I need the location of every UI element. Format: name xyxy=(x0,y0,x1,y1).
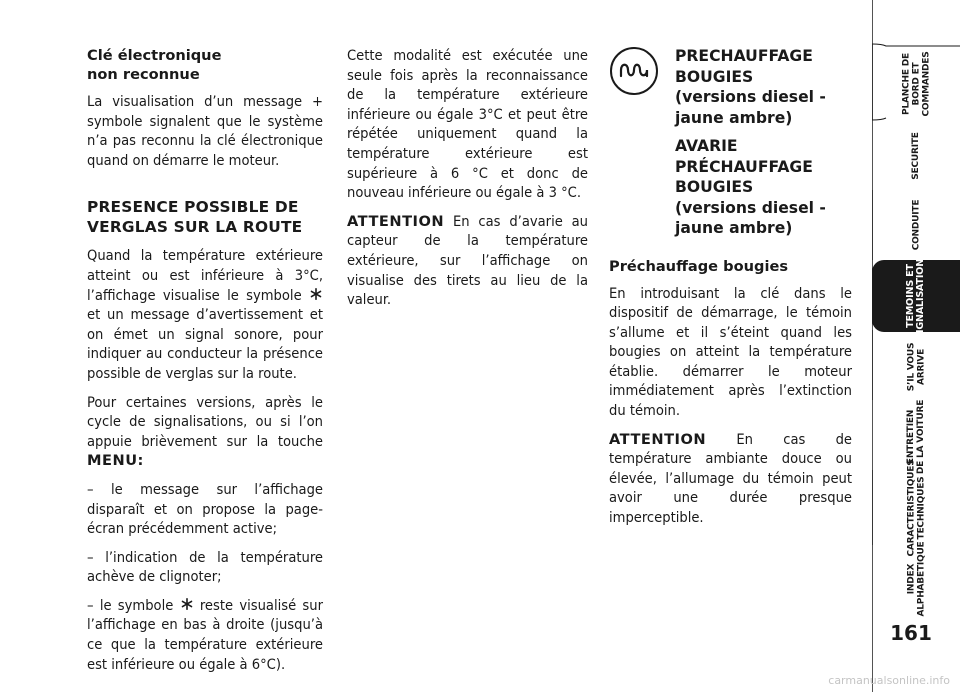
subheading: Préchauffage bougies xyxy=(609,257,789,275)
tab-index[interactable] xyxy=(872,541,960,617)
tab-sil-vous-arrive[interactable] xyxy=(872,332,960,402)
column-right xyxy=(609,46,852,537)
paragraph-menu xyxy=(87,393,323,471)
heading-line-2: non reconnue xyxy=(87,66,200,83)
text: et un message d’avertissement et on émet un signal sonore, pour indiquer au conducteur la présence possible de verglas sur la route. xyxy=(87,306,323,382)
text: – le symbole xyxy=(87,596,174,614)
attention-label: ATTENTION xyxy=(347,212,445,230)
text: reste visualisé sur l’affichage en bas à droite (jusqu’à ce que la température extérieure est inférieure ou égale à 6°C). xyxy=(87,596,323,673)
tab-label: PLANCHE DE BORD ET COMMANDES xyxy=(901,51,931,117)
heading-cle-electronique xyxy=(87,46,323,84)
attention-paragraph xyxy=(609,430,852,528)
tab-securite[interactable] xyxy=(872,122,960,190)
attention-label: ATTENTION xyxy=(609,430,707,448)
paragraph: La visualisation d’un message + symbole signalent que le système n’a pas reconnu la clé électronique quand on démarre le moteur. xyxy=(87,93,323,169)
watermark: carmanualsonline.info xyxy=(828,674,950,687)
paragraph: En introduisant la clé dans le dispositif de démarrage, le témoin s’allume et il s’éteint quand les bougies on atteint la température établie. démarrer le moteur immédiatement après l’extinction du témoin. xyxy=(609,284,852,420)
tab-conduite[interactable] xyxy=(872,190,960,260)
heading-verglas: PRESENCE POSSIBLE DE VERGLAS SUR LA ROUTE xyxy=(87,198,303,237)
attention-paragraph xyxy=(347,212,588,310)
tab-temoins-et-signalisations[interactable] xyxy=(872,252,960,340)
text: Pour certaines versions, après le cycle de signalisations, ou si l’on appuie brièvement sur la touche xyxy=(87,393,323,450)
tab-label: CARACTERISTIQUES TECHNIQUES xyxy=(906,459,926,557)
column-middle xyxy=(347,46,588,319)
tab-planche-de-bord[interactable] xyxy=(872,46,960,122)
list-item: – le message sur l’affichage disparaît et on propose la page-écran précédemment active; xyxy=(87,480,323,538)
glow-plug-icon xyxy=(609,46,659,96)
section-index-sidebar xyxy=(872,0,960,692)
snowflake-icon xyxy=(309,286,323,306)
tab-label: CONDUITE xyxy=(910,199,921,251)
tab-label: S’IL VOUS ARRIVE xyxy=(905,342,926,392)
text: Quand la température extérieure atteint ou est inférieure à 3°C, l’affichage visualise le symbole xyxy=(87,247,323,304)
tab-label: TEMOINS ET SIGNALISATIONS xyxy=(905,252,926,340)
list-item: – l’indication de la température achève de clignoter; xyxy=(87,548,323,586)
text: En cas de température ambiante douce ou élevée, l’allumage du témoin peut avoir une durée presque imperceptible. xyxy=(609,430,853,527)
menu-keyword: MENU: xyxy=(87,452,144,470)
paragraph-verglas xyxy=(87,246,323,383)
heading-line-1: Clé électronique xyxy=(87,47,222,64)
warning-title-prechauffage: PRECHAUFFAGE BOUGIES (versions diesel - jaune ambre) xyxy=(675,47,826,127)
tab-label: ENTRETIEN DE LA VOITURE xyxy=(905,399,926,475)
snowflake-icon xyxy=(180,596,194,616)
tab-label: SECURITE xyxy=(910,132,921,180)
tab-caracteristiques[interactable] xyxy=(872,459,960,557)
warning-light-block xyxy=(609,46,852,247)
tab-label: INDEX ALPHABETIQUE xyxy=(906,541,926,617)
warning-title-avarie: AVARIE PRÉCHAUFFAGE BOUGIES (versions diesel - jaune ambre) xyxy=(675,137,826,237)
list-item xyxy=(87,596,323,674)
column-left xyxy=(87,46,323,683)
text: En cas d’avarie au capteur de la température extérieure, sur l’affichage on visualise des tirets au lieu de la valeur. xyxy=(347,212,589,309)
paragraph: Cette modalité est exécutée une seule fois après la reconnaissance de la température extérieure inférieure ou égale 3°C et peut être répétée uniquement quand la température extérieure est supérieure à 6 °C et donc de nouveau inférieure ou égale à 3 °C. xyxy=(347,47,588,202)
page-number: 161 xyxy=(890,621,932,645)
